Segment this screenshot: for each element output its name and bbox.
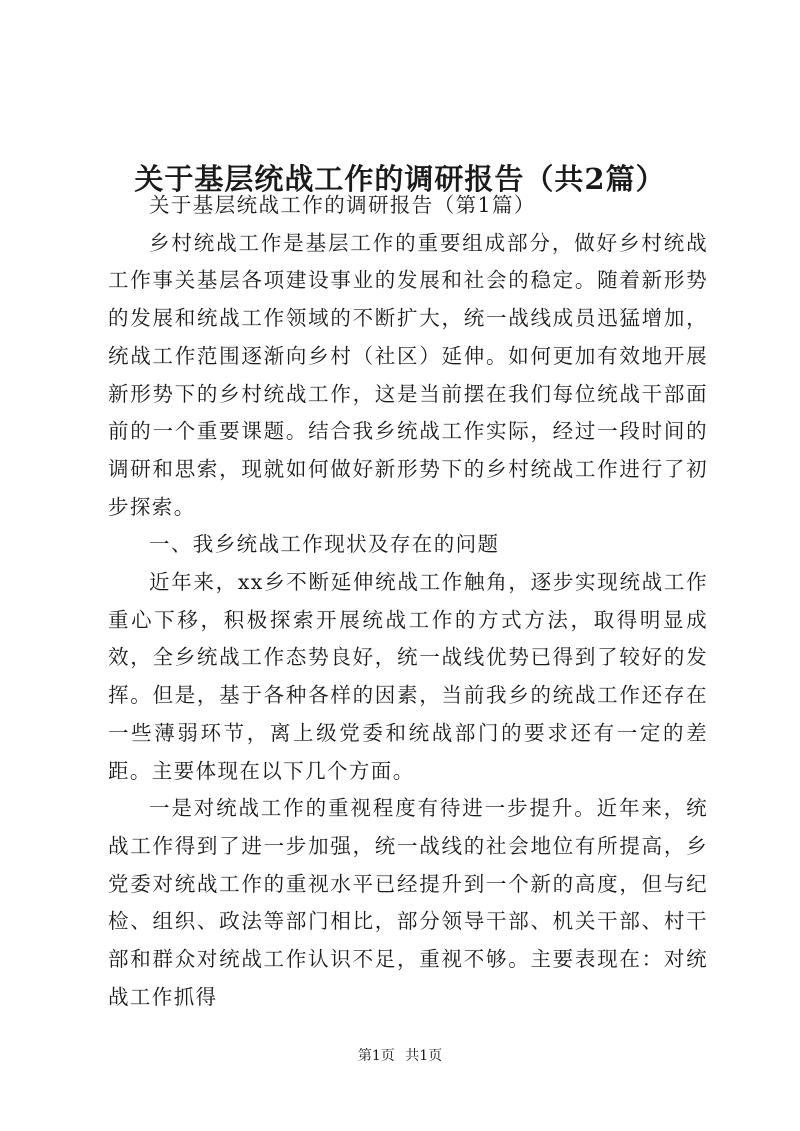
page-number: 第1页: [357, 1048, 395, 1064]
document-body: [108, 187, 708, 1016]
section-subtitle: 关于基层统战工作的调研报告（第1篇）: [149, 193, 536, 217]
paragraph-status: 近年来，xx乡不断延伸统战工作触角，逐步实现统战工作重心下移，积极探索开展统战工作的方式方法，取得明显成效，全乡统战工作态势良好，统一战线优势已得到了较好的发挥。但是，基于各种各样的因素，当前我乡的统战工作还存在一些薄弱环节，离上级党委和统战部门的要求还有一定的差距。主要体现在以下几个方面。: [108, 570, 708, 783]
page-total: 共1页: [405, 1048, 443, 1064]
document-title: 关于基层统战工作的调研报告（共2篇）: [134, 162, 666, 197]
section-heading: 一、我乡统战工作现状及存在的问题: [149, 532, 500, 557]
paragraph-issue-one: 一是对统战工作的重视程度有待进一步提升。近年来，统战工作得到了进一步加强，统一战线的社会地位有所提高，乡党委对统战工作的重视水平已经提升到一个新的高度，但与纪检、组织、政法等部门相比，部分领导干部、机关干部、村干部和群众对统战工作认识不足，重视不够。主要表现在：对统战工作抓得: [108, 796, 708, 1009]
page-footer: [0, 1046, 800, 1066]
paragraph-intro: 乡村统战工作是基层工作的重要组成部分，做好乡村统战工作事关基层各项建设事业的发展和社会的稳定。随着新形势的发展和统战工作领域的不断扩大，统一战线成员迅猛增加，统战工作范围逐渐向乡村（社区）延伸。如何更加有效地开展新形势下的乡村统战工作，这是当前摆在我们每位统战干部面前的一个重要课题。结合我乡统战工作实际，经过一段时间的调研和思索，现就如何做好新形势下的乡村统战工作进行了初步探索。: [108, 230, 708, 519]
